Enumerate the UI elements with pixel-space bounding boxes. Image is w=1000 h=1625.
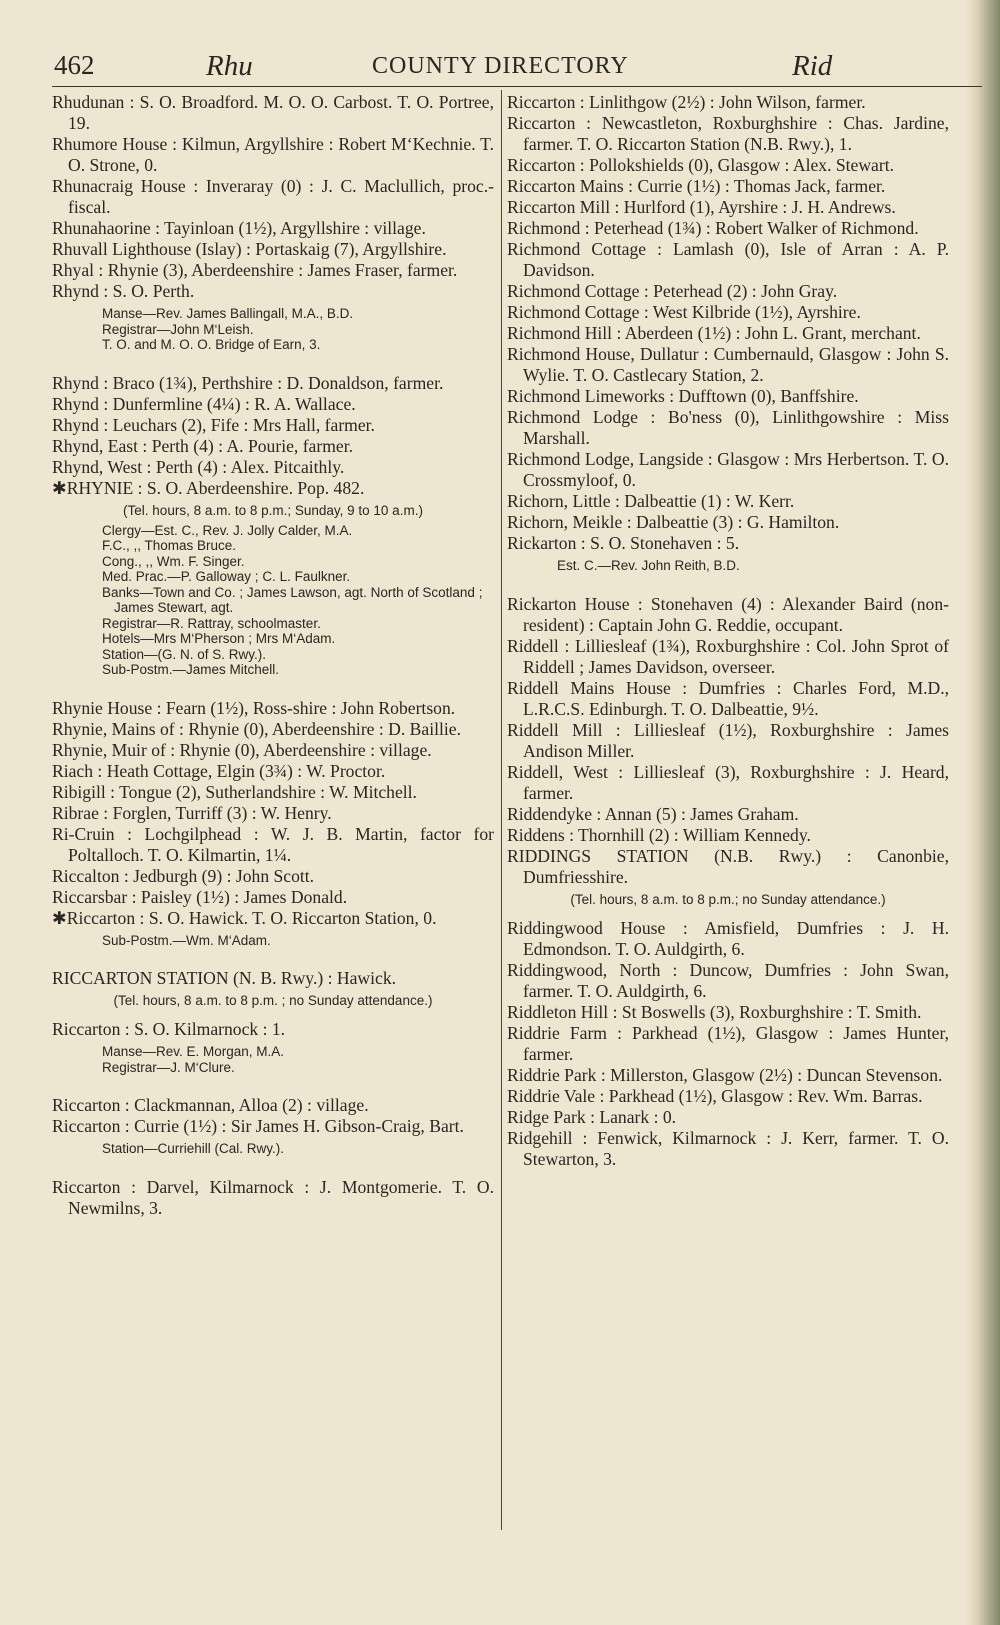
directory-entry: Rhyal : Rhynie (3), Aberdeenshire : James Fraser, farmer.	[52, 260, 458, 280]
page-number: 462	[54, 50, 95, 80]
header-left-word: Rhu	[206, 50, 253, 82]
detail-line: Manse—Rev. E. Morgan, M.A.	[102, 1044, 285, 1059]
directory-entry: Riccarton : Newcastleton, Roxburghshire : Chas. Jardine, farmer. T. O. Riccarton Station (N.B. Rwy.), 1.	[507, 113, 949, 154]
detail-line: Registrar—John M‘Leish.	[102, 321, 254, 337]
detail-line: Station—(G. N. of S. Rwy.).	[102, 646, 267, 662]
directory-entry: Riddell Mains House : Dumfries : Charles Ford, M.D., L.R.C.S. Edinburgh. T. O. Dalbeattie, 9½.	[507, 677, 949, 719]
directory-entry: Riddrie Farm : Parkhead (1½), Glasgow : James Hunter, farmer.	[507, 1022, 949, 1064]
directory-entry: Riddens : Thornhill (2) : William Kennedy.	[507, 824, 811, 845]
page-edge	[966, 0, 1000, 1625]
entry-details	[52, 306, 494, 353]
directory-entry: Rhynie House : Fearn (1½), Ross-shire : John Robertson.	[52, 697, 456, 718]
entry-details	[52, 1044, 494, 1075]
directory-entry: Riddingwood, North : Duncow, Dumfries : John Swan, farmer. T. O. Auldgirth, 6.	[507, 959, 949, 1001]
detail-line: T. O. and M. O. O. Bridge of Earn, 3.	[102, 337, 321, 352]
spacer	[52, 948, 494, 968]
directory-entry: Rickarton : S. O. Stonehaven : 5.	[507, 533, 740, 553]
directory-entry: Riccarton : Darvel, Kilmarnock : J. Montgomerie. T. O. Newmilns, 3.	[52, 1176, 494, 1218]
spacer	[52, 1009, 494, 1019]
detail-line: Cong., ,, Wm. F. Singer.	[102, 553, 245, 569]
detail-line: F.C., ,, Thomas Bruce.	[102, 538, 237, 553]
directory-entry: Rhudunan : S. O. Broadford. M. O. O. Carbost. T. O. Portree, 19.	[52, 92, 494, 133]
telegraph-hours-note: (Tel. hours, 8 a.m. to 8 p.m. ; no Sunday attendance.)	[113, 993, 433, 1008]
detail-line: Med. Prac.—P. Galloway ; C. L. Faulkner.	[102, 569, 351, 584]
directory-entry: Rhynd, West : Perth (4) : Alex. Pitcaithly.	[52, 456, 345, 477]
directory-entry: Richmond Cottage : Peterhead (2) : John Gray.	[507, 281, 838, 301]
detail-line: Station—Curriehill (Cal. Rwy.).	[102, 1141, 285, 1156]
directory-entry: Richmond : Peterhead (1¾) : Robert Walker of Richmond.	[507, 218, 919, 238]
directory-entry: RIDDINGS STATION (N.B. Rwy.) : Canonbie, Dumfriesshire.	[507, 845, 949, 887]
right-column	[507, 92, 949, 1170]
directory-entry: Riccarton : Pollokshields (0), Glasgow : Alex. Stewart.	[507, 155, 895, 175]
directory-entry: Riccarton : Linlithgow (2½) : John Wilson, farmer.	[507, 92, 866, 112]
directory-entry: Riccarton : Currie (1½) : Sir James H. Gibson-Craig, Bart.	[52, 1116, 464, 1136]
directory-entry: Rhynd : Braco (1¾), Perthshire : D. Donaldson, farmer.	[52, 372, 444, 393]
spacer	[52, 1075, 494, 1095]
directory-entry: Richmond Hill : Aberdeen (1½) : John L. Grant, merchant.	[507, 323, 921, 343]
directory-entry: Riddell, West : Lilliesleaf (3), Roxburghshire : J. Heard, farmer.	[507, 761, 949, 803]
left-column	[52, 92, 494, 1219]
directory-entry: Rickarton House : Stonehaven (4) : Alexander Baird (non-resident) : Captain John G. Reddie, occupant.	[507, 593, 949, 635]
page-title: COUNTY DIRECTORY	[372, 53, 629, 79]
directory-entry: Richmond Cottage : Lamlash (0), Isle of Arran : A. P. Davidson.	[507, 239, 949, 280]
spacer	[507, 574, 949, 594]
telegraph-hours-note: (Tel. hours, 8 a.m. to 8 p.m.; no Sunday attendance.)	[570, 891, 886, 907]
directory-entry: Rhumore House : Kilmun, Argyllshire : Robert M‘Kechnie. T. O. Strone, 0.	[52, 134, 494, 175]
telegraph-hours-note: (Tel. hours, 8 a.m. to 8 p.m.; Sunday, 9 to 10 a.m.)	[123, 502, 423, 518]
directory-entry: Riddendyke : Annan (5) : James Graham.	[507, 803, 799, 824]
directory-entry: Rhynd, East : Perth (4) : A. Pourie, farmer.	[52, 435, 354, 456]
detail-line: Sub-Postm.—James Mitchell.	[102, 662, 280, 677]
directory-entry: Riccarton Mill : Hurlford (1), Ayrshire : J. H. Andrews.	[507, 197, 896, 217]
directory-entry: Ridge Park : Lanark : 0.	[507, 1106, 677, 1127]
directory-entry: Richmond Limeworks : Dufftown (0), Banffshire.	[507, 386, 859, 406]
directory-entry: Richorn, Meikle : Dalbeattie (3) : G. Hamilton.	[507, 512, 840, 532]
entry-details	[507, 558, 949, 574]
spacer	[52, 1157, 494, 1177]
directory-entry: Riccarton : S. O. Kilmarnock : 1.	[52, 1019, 286, 1039]
directory-entry: Richmond Lodge, Langside : Glasgow : Mrs Herbertson. T. O. Crossmyloof, 0.	[507, 449, 949, 490]
directory-entry: Ribrae : Forglen, Turriff (3) : W. Henry.	[52, 802, 332, 823]
directory-entry: Riddrie Vale : Parkhead (1½), Glasgow : Rev. Wm. Barras.	[507, 1085, 923, 1106]
directory-entry: Richmond Lodge : Bo'ness (0), Linlithgowshire : Miss Marshall.	[507, 407, 949, 448]
directory-entry: Richmond House, Dullatur : Cumbernauld, Glasgow : John S. Wylie. T. O. Castlecary Station, 2.	[507, 344, 949, 385]
spacer	[507, 908, 949, 918]
entry-details	[52, 933, 494, 949]
directory-entry: Ribigill : Tongue (2), Sutherlandshire : W. Mitchell.	[52, 781, 417, 802]
column-divider	[501, 90, 502, 1530]
directory-entry: Riddell : Lilliesleaf (1¾), Roxburghshire : Col. John Sprot of Riddell ; James Davidson, overseer.	[507, 635, 949, 677]
directory-entry: Riccalton : Jedburgh (9) : John Scott.	[52, 865, 315, 886]
directory-entry: Rhynd : Dunfermline (4¼) : R. A. Wallace.	[52, 393, 356, 414]
directory-entry: Rhunacraig House : Inveraray (0) : J. C. Maclullich, proc.-fiscal.	[52, 176, 494, 217]
directory-entry: ✱RHYNIE : S. O. Aberdeenshire. Pop. 482.	[52, 477, 365, 498]
spacer	[52, 353, 494, 373]
detail-line: Est. C.—Rev. John Reith, B.D.	[557, 558, 740, 573]
directory-entry: Ri-Cruin : Lochgilphead : W. J. B. Martin, factor for Poltalloch. T. O. Kilmartin, 1¼.	[52, 823, 494, 865]
detail-line: Hotels—Mrs M‘Pherson ; Mrs M‘Adam.	[102, 631, 336, 646]
directory-entry: Richorn, Little : Dalbeattie (1) : W. Kerr.	[507, 491, 795, 511]
directory-entry: Riddingwood House : Amisfield, Dumfries : J. H. Edmondson. T. O. Auldgirth, 6.	[507, 917, 949, 959]
header-right-word: Rid	[792, 50, 833, 82]
directory-entry: Riddleton Hill : St Boswells (3), Roxburghshire : T. Smith.	[507, 1001, 922, 1022]
directory-entry: Rhynie, Mains of : Rhynie (0), Aberdeenshire : D. Baillie.	[52, 718, 461, 739]
directory-entry: Rhynd : S. O. Perth.	[52, 281, 195, 301]
directory-entry: Riddell Mill : Lilliesleaf (1½), Roxburghshire : James Andison Miller.	[507, 719, 949, 761]
directory-entry: Riccarton Mains : Currie (1½) : Thomas Jack, farmer.	[507, 176, 886, 196]
directory-entry: Ridgehill : Fenwick, Kilmarnock : J. Kerr, farmer. T. O. Stewarton, 3.	[507, 1127, 949, 1169]
directory-entry: Rhynie, Muir of : Rhynie (0), Aberdeenshire : village.	[52, 739, 432, 760]
directory-entry: Riccarsbar : Paisley (1½) : James Donald.	[52, 886, 348, 907]
spacer	[52, 678, 494, 698]
directory-entry: Rhynd : Leuchars (2), Fife : Mrs Hall, farmer.	[52, 414, 375, 435]
entry-details	[52, 523, 494, 678]
detail-line: Registrar—J. M‘Clure.	[102, 1059, 235, 1075]
detail-line: Banks—Town and Co. ; James Lawson, agt. North of Scotland ; James Stewart, agt.	[102, 584, 483, 615]
directory-entry: ✱Riccarton : S. O. Hawick. T. O. Riccarton Station, 0.	[52, 907, 437, 928]
directory-entry: Rhunahaorine : Tayinloan (1½), Argyllshire : village.	[52, 218, 426, 238]
detail-line: Registrar—R. Rattray, schoolmaster.	[102, 615, 321, 631]
entry-details	[52, 1141, 494, 1157]
directory-entry: Riach : Heath Cottage, Elgin (3¾) : W. Proctor.	[52, 760, 386, 781]
page-header	[52, 48, 982, 87]
detail-line: Sub-Postm.—Wm. M‘Adam.	[102, 932, 271, 948]
directory-entry: Richmond Cottage : West Kilbride (1½), Ayrshire.	[507, 302, 861, 322]
detail-line: Clergy—Est. C., Rev. J. Jolly Calder, M.A.	[102, 522, 353, 538]
directory-entry: Rhuvall Lighthouse (Islay) : Portaskaig (7), Argyllshire.	[52, 239, 447, 259]
directory-entry: Riccarton : Clackmannan, Alloa (2) : village.	[52, 1095, 369, 1115]
directory-entry: Riddrie Park : Millerston, Glasgow (2½) : Duncan Stevenson.	[507, 1064, 943, 1085]
detail-line: Manse—Rev. James Ballingall, M.A., B.D.	[102, 306, 354, 321]
directory-entry: RICCARTON STATION (N. B. Rwy.) : Hawick.	[52, 968, 397, 988]
